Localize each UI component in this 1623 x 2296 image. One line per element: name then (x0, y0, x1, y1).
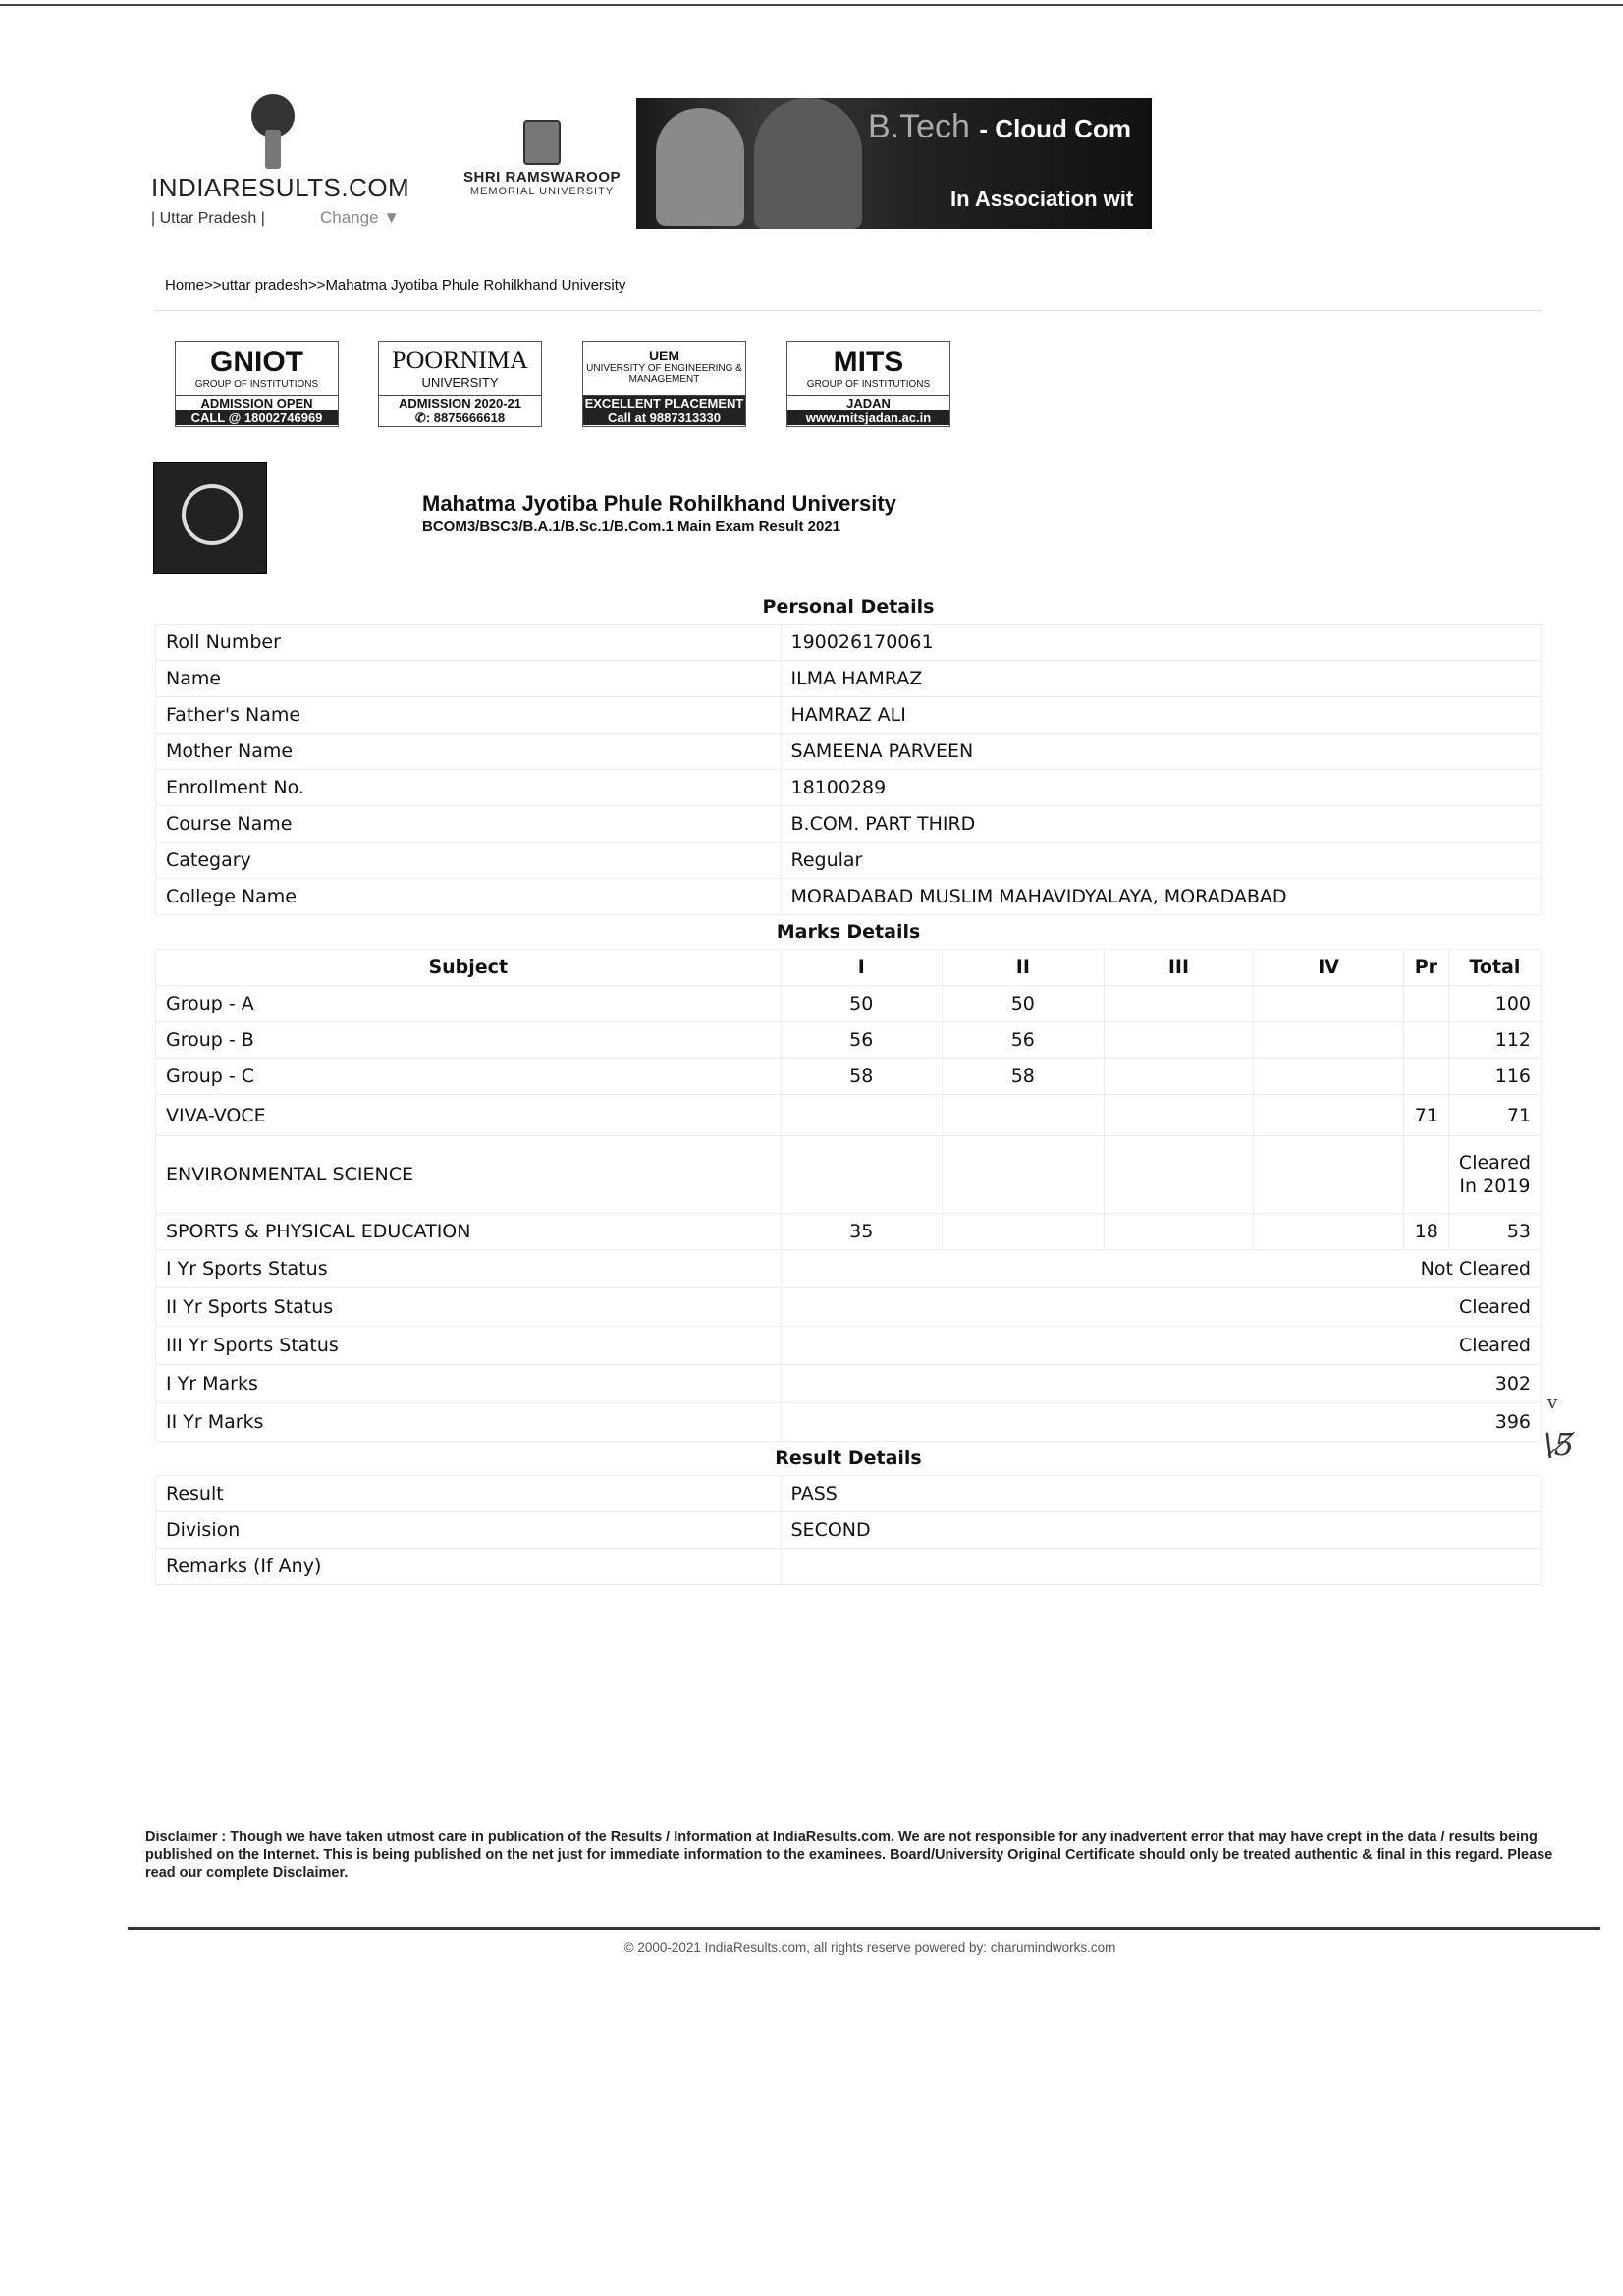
status-label: II Yr Marks (156, 1403, 782, 1442)
emblem-wheel-icon (182, 484, 243, 545)
btech-banner-ad[interactable] (636, 98, 1152, 229)
mark-pr (1403, 1022, 1448, 1059)
marks-row (156, 1214, 1542, 1250)
ad-mits[interactable] (786, 341, 950, 427)
detail-row (156, 625, 1542, 661)
mark-ii (943, 1136, 1105, 1214)
disclaimer (145, 1829, 1555, 1882)
detail-value: MORADABAD MUSLIM MAHAVIDYALAYA, MORADABAD (781, 879, 1542, 915)
ad-sub: GROUP OF INSTITUTIONS (806, 379, 931, 390)
ad-line1: ADMISSION 2020-21 (379, 395, 541, 410)
result-table (155, 590, 1542, 1585)
mark-pr (1403, 1059, 1448, 1095)
ad-line2: Call at 9887313330 (583, 410, 745, 425)
detail-label: College Name (156, 879, 782, 915)
status-value: Not Cleared (781, 1250, 1542, 1288)
copyright: © 2000-2021 IndiaResults.com, all rights reserve powered by: charumindworks.com (623, 1941, 1116, 1955)
handwritten-note: \5̸ (1543, 1426, 1575, 1463)
detail-row (156, 806, 1542, 843)
subject-cell: Group - A (156, 986, 782, 1022)
marks-row (156, 1059, 1542, 1095)
banner-title-rest: - Cloud Com (979, 114, 1131, 143)
mark-total: 116 (1448, 1059, 1541, 1095)
logo-stem-icon (265, 130, 281, 169)
page-top-border (0, 4, 1623, 6)
ad-sub: UNIVERSITY (421, 375, 499, 390)
mark-iv (1254, 1059, 1404, 1095)
column-header: II (943, 950, 1105, 986)
marks-row (156, 1022, 1542, 1059)
footer-divider (128, 1927, 1600, 1930)
mark-ii (943, 1095, 1105, 1136)
marks-header-row (156, 950, 1542, 986)
status-value: 302 (781, 1365, 1542, 1403)
mark-i: 50 (781, 986, 943, 1022)
handwritten-tick: v (1547, 1393, 1558, 1413)
change-state-link[interactable]: Change ▼ (320, 208, 401, 227)
marks-row (156, 1136, 1542, 1214)
disclaimer-body: Though we have taken utmost care in publication of the Results / Information at IndiaResults.com. We are not responsible for any inadvertent error that may have crept in the data / results being published on the Internet. This is being published on the net just for immediate information to the examinees. Board/University Original Certificate should only be treated authentic & final in this regard. Please read our complete (145, 1830, 1553, 1881)
detail-value: Regular (781, 843, 1542, 879)
column-header: III (1104, 950, 1254, 986)
srmu-sub: MEMORIAL UNIVERSITY (469, 186, 615, 197)
breadcrumb[interactable]: Home>>uttar pradesh>>Mahatma Jyotiba Phule Rohilkhand University (165, 277, 626, 294)
detail-label: Course Name (156, 806, 782, 843)
srmu-emblem-icon (523, 120, 561, 165)
detail-label: Father's Name (156, 697, 782, 734)
mark-i: 56 (781, 1022, 943, 1059)
status-row (156, 1288, 1542, 1327)
status-row (156, 1327, 1542, 1365)
mark-iii (1104, 1059, 1254, 1095)
mark-iii (1104, 1022, 1254, 1059)
mark-iii (1104, 986, 1254, 1022)
disclaimer-prefix: Disclaimer : (145, 1830, 231, 1845)
banner-person-image (656, 108, 744, 226)
marks-details-heading: Marks Details (776, 921, 921, 943)
mark-iv (1254, 1022, 1404, 1059)
banner-title-course: B.Tech (868, 108, 970, 145)
detail-value: ILMA HAMRAZ (781, 661, 1542, 697)
result-value: PASS (781, 1476, 1542, 1512)
result-details-heading: Result Details (775, 1448, 922, 1469)
ad-name: GNIOT (210, 346, 303, 378)
detail-row (156, 770, 1542, 806)
state-label: | Uttar Pradesh | (151, 210, 265, 227)
subject-cell: ENVIRONMENTAL SCIENCE (156, 1136, 782, 1214)
marks-row (156, 986, 1542, 1022)
marks-row (156, 1095, 1542, 1136)
mark-iii (1104, 1214, 1254, 1250)
status-label: II Yr Sports Status (156, 1288, 782, 1327)
detail-row (156, 661, 1542, 697)
status-value: Cleared (781, 1327, 1542, 1365)
mark-iii (1104, 1136, 1254, 1214)
detail-label: Mother Name (156, 734, 782, 770)
mark-pr: 18 (1403, 1214, 1448, 1250)
detail-label: Name (156, 661, 782, 697)
column-header: Subject (156, 950, 782, 986)
detail-row (156, 734, 1542, 770)
status-row (156, 1250, 1542, 1288)
result-row (156, 1476, 1542, 1512)
ad-uem[interactable] (582, 341, 746, 427)
banner-person-image (754, 98, 862, 229)
column-header: Total (1448, 950, 1541, 986)
ad-line1: EXCELLENT PLACEMENT (584, 396, 744, 410)
detail-value: HAMRAZ ALI (781, 697, 1542, 734)
mark-iv (1254, 986, 1404, 1022)
mark-iii (1104, 1095, 1254, 1136)
status-label: I Yr Sports Status (156, 1250, 782, 1288)
ad-poornima[interactable] (378, 341, 542, 427)
personal-details-heading: Personal Details (762, 596, 935, 618)
ad-name: MITS (833, 346, 904, 378)
ad-line2: ✆: 8875666618 (379, 410, 541, 426)
status-label: III Yr Sports Status (156, 1327, 782, 1365)
university-name: Mahatma Jyotiba Phule Rohilkhand University (422, 491, 896, 516)
subject-cell: Group - C (156, 1059, 782, 1095)
divider (155, 310, 1542, 311)
banner-title (868, 108, 1131, 146)
mark-total: 71 (1448, 1095, 1541, 1136)
detail-value: 18100289 (781, 770, 1542, 806)
mark-ii (943, 1214, 1105, 1250)
mark-iv (1254, 1214, 1404, 1250)
column-header: IV (1254, 950, 1404, 986)
banner-subtitle: In Association wit (950, 187, 1134, 211)
status-value: 396 (781, 1403, 1542, 1442)
column-header: Pr (1403, 950, 1448, 986)
mark-ii: 56 (943, 1022, 1105, 1059)
result-row (156, 1549, 1542, 1585)
disclaimer-link[interactable]: Disclaimer. (272, 1865, 349, 1881)
detail-value: SAMEENA PARVEEN (781, 734, 1542, 770)
ad-name: UEM (648, 348, 680, 363)
mark-iv (1254, 1095, 1404, 1136)
srmu-logo[interactable] (454, 120, 630, 218)
detail-label: Enrollment No. (156, 770, 782, 806)
detail-row (156, 879, 1542, 915)
status-label: I Yr Marks (156, 1365, 782, 1403)
mark-pr (1403, 986, 1448, 1022)
ad-sub: UNIVERSITY OF ENGINEERING & MANAGEMENT (586, 363, 742, 385)
ad-line1: JADAN (787, 395, 949, 410)
mark-total: 100 (1448, 986, 1541, 1022)
subject-cell: SPORTS & PHYSICAL EDUCATION (156, 1214, 782, 1250)
mark-total: Cleared In 2019 (1448, 1136, 1541, 1214)
detail-label: Categary (156, 843, 782, 879)
subject-cell: VIVA-VOCE (156, 1095, 782, 1136)
ad-line2: www.mitsjadan.ac.in (787, 410, 949, 425)
logo-text: INDIARESULTS.COM (151, 173, 410, 202)
mark-ii: 58 (943, 1059, 1105, 1095)
mark-i: 35 (781, 1214, 943, 1250)
detail-row (156, 843, 1542, 879)
result-label: Division (156, 1512, 782, 1549)
mark-iv (1254, 1136, 1404, 1214)
mark-i: 58 (781, 1059, 943, 1095)
ad-sub: GROUP OF INSTITUTIONS (194, 379, 319, 390)
status-row (156, 1403, 1542, 1442)
ad-line1: ADMISSION OPEN (176, 395, 338, 410)
mark-pr (1403, 1136, 1448, 1214)
exam-name: BCOM3/BSC3/B.A.1/B.Sc.1/B.Com.1 Main Exam Result 2021 (422, 519, 840, 535)
mark-i (781, 1095, 943, 1136)
university-emblem (153, 462, 267, 574)
mark-ii: 50 (943, 986, 1105, 1022)
result-label: Remarks (If Any) (156, 1549, 782, 1585)
mark-pr: 71 (1403, 1095, 1448, 1136)
mark-total: 53 (1448, 1214, 1541, 1250)
detail-label: Roll Number (156, 625, 782, 661)
ad-gniot[interactable] (175, 341, 339, 427)
result-value: SECOND (781, 1512, 1542, 1549)
result-value (781, 1549, 1542, 1585)
result-row (156, 1512, 1542, 1549)
status-row (156, 1365, 1542, 1403)
indiaresults-logo[interactable] (149, 90, 410, 238)
result-label: Result (156, 1476, 782, 1512)
srmu-name: SHRI RAMSWAROOP (462, 169, 621, 186)
ad-name: POORNIMA (392, 346, 528, 374)
mark-total: 112 (1448, 1022, 1541, 1059)
detail-value: 190026170061 (781, 625, 1542, 661)
status-value: Cleared (781, 1288, 1542, 1327)
ad-line2: CALL @ 18002746969 (176, 410, 338, 425)
mark-i (781, 1136, 943, 1214)
detail-row (156, 697, 1542, 734)
detail-value: B.COM. PART THIRD (781, 806, 1542, 843)
subject-cell: Group - B (156, 1022, 782, 1059)
column-header: I (781, 950, 943, 986)
